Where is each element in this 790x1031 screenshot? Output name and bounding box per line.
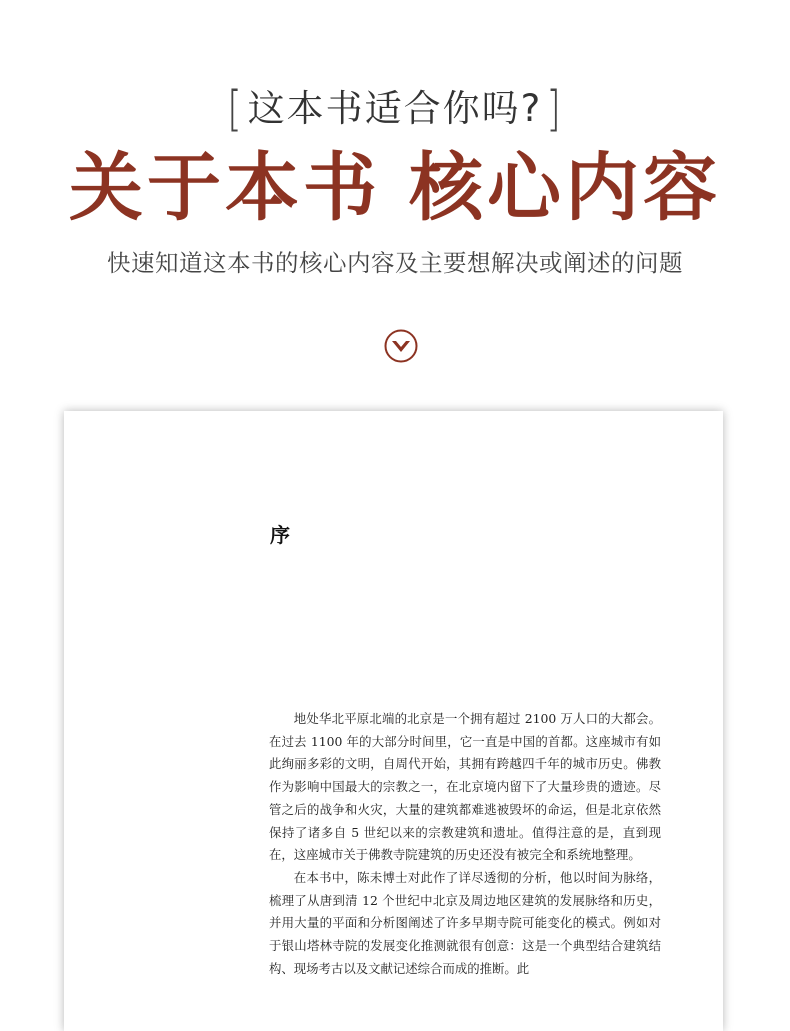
left-bracket: [ — [227, 80, 244, 137]
chevron-down-circle-icon[interactable] — [384, 329, 418, 363]
question-text: 这本书适合你吗? — [247, 87, 543, 130]
preface-body — [269, 708, 661, 980]
main-title — [0, 138, 790, 238]
main-title-part2: 核心内容 — [409, 145, 721, 231]
question-heading — [0, 78, 790, 137]
main-title-part1: 关于本书 — [69, 145, 381, 231]
paragraph: 在本书中，陈未博士对此作了详尽透彻的分析，他以时间为脉络，梳理了从唐到清 12 个世纪中北京及周边地区建筑的发展脉络和历史，并用大量的平面和分析图阐述了许多早期寺院可能变化的模式。例如对于银山塔林寺院的发展变化推测就很有创意：这是一个典型结合建筑结构、现场考古以及文献记述综合而成的推断。此 — [269, 869, 661, 976]
right-bracket: ] — [546, 80, 563, 137]
paragraph: 地处华北平原北端的北京是一个拥有超过 2100 万人口的大都会。在过去 1100 年的大部分时间里，它一直是中国的首都。这座城市有如此绚丽多彩的文明，自周代开始，其拥有跨越四千年的城市历史。佛教作为影响中国最大的宗教之一，在北京境内留下了大量珍贵的遗迹。尽管之后的战争和火灾，大量的建筑都难逃被毁坏的命运，但是北京依然保持了诸多自 5 世纪以来的宗教建筑和遗址。值得注意的是，直到现在，这座城市关于佛教寺院建筑的历史还没有被完全和系统地整理。 — [269, 711, 661, 863]
preface-heading: 序 — [270, 523, 290, 547]
book-page-preview — [64, 411, 723, 1031]
subtitle: 快速知道这本书的核心内容及主要想解决或阐述的问题 — [107, 249, 683, 277]
